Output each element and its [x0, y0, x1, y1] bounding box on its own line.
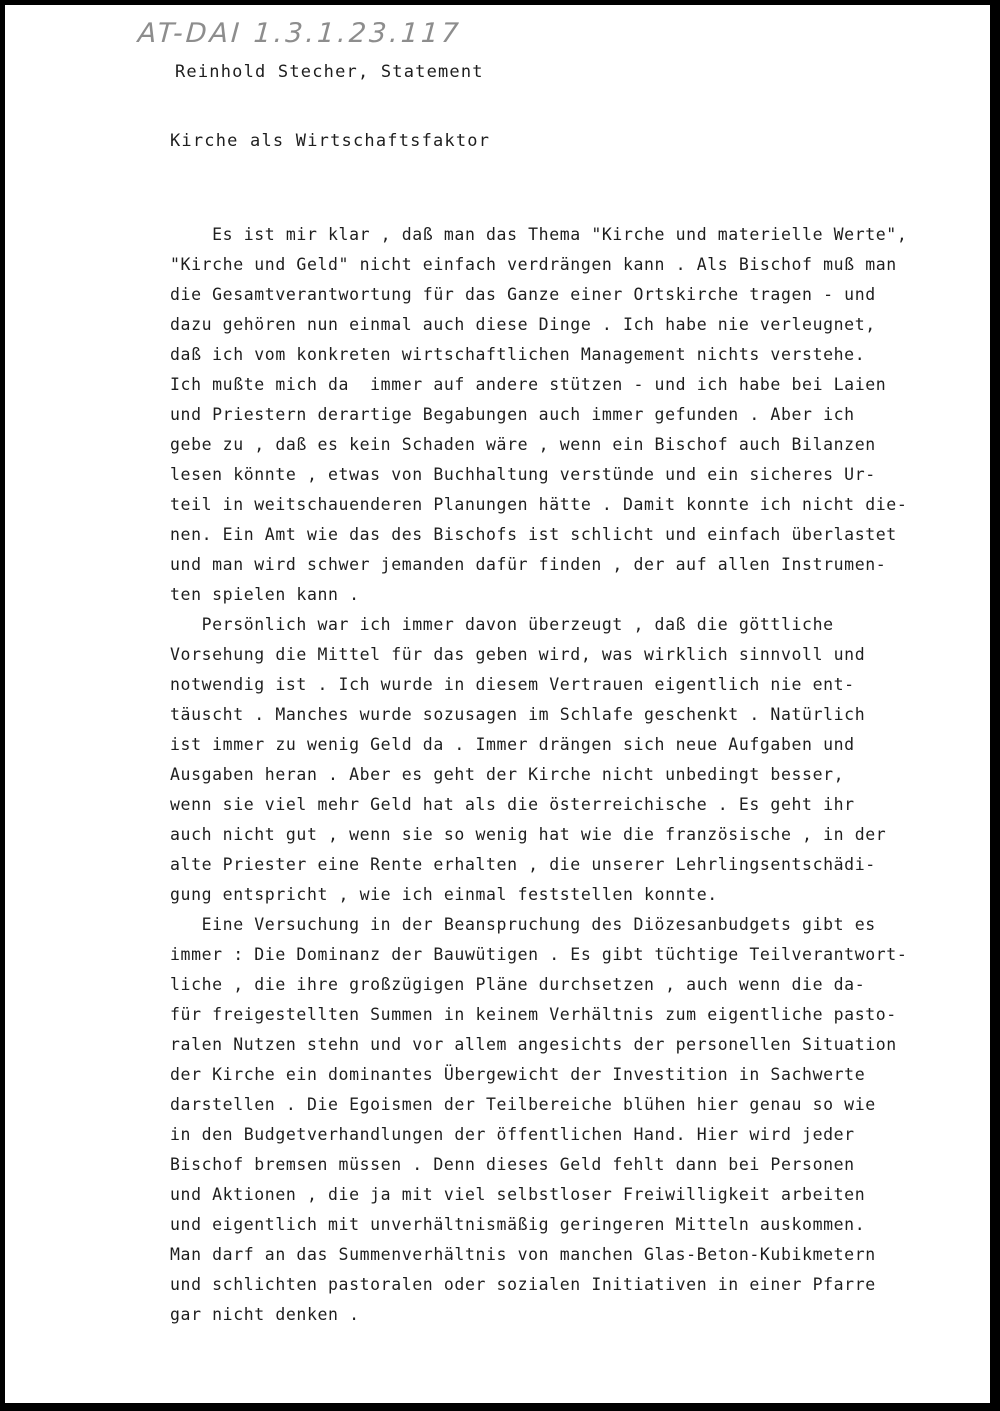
text-line: in den Budgetverhandlungen der öffentlichen Hand. Hier wird jeder: [170, 1125, 855, 1144]
text-line: und eigentlich mit unverhältnismäßig geringeren Mitteln auskommen.: [170, 1215, 866, 1234]
text-line: lesen könnte , etwas von Buchhaltung verstünde und ein sicheres Ur-: [170, 465, 876, 484]
text-line: Man darf an das Summenverhältnis von manchen Glas-Beton-Kubikmetern: [170, 1245, 876, 1264]
text-line: Persönlich war ich immer davon überzeugt , daß die göttliche: [170, 615, 834, 634]
text-line: daß ich vom konkreten wirtschaftlichen Management nichts verstehe.: [170, 345, 866, 364]
text-line: teil in weitschauenderen Planungen hätte . Damit konnte ich nicht die-: [170, 495, 908, 514]
text-line: Ich mußte mich da immer auf andere stützen - und ich habe bei Laien: [170, 375, 887, 394]
text-line: liche , die ihre großzügigen Pläne durchsetzen , auch wenn die da-: [170, 975, 866, 994]
text-line: "Kirche und Geld" nicht einfach verdrängen kann . Als Bischof muß man: [170, 255, 897, 274]
text-line: auch nicht gut , wenn sie so wenig hat wie die französische , in der: [170, 825, 887, 844]
body-text: [170, 220, 995, 1330]
text-line: wenn sie viel mehr Geld hat als die österreichische . Es geht ihr: [170, 795, 855, 814]
text-line: und schlichten pastoralen oder sozialen Initiativen in einer Pfarre: [170, 1275, 876, 1294]
text-line: nen. Ein Amt wie das des Bischofs ist schlicht und einfach überlastet: [170, 525, 897, 544]
text-line: und Priestern derartige Begabungen auch immer gefunden . Aber ich: [170, 405, 855, 424]
text-line: Es ist mir klar , daß man das Thema "Kirche und materielle Werte",: [170, 225, 908, 244]
text-line: und Aktionen , die ja mit viel selbstloser Freiwilligkeit arbeiten: [170, 1185, 866, 1204]
text-line: die Gesamtverantwortung für das Ganze einer Ortskirche tragen - und: [170, 285, 876, 304]
text-line: immer : Die Dominanz der Bauwütigen . Es gibt tüchtige Teilverantwort-: [170, 945, 908, 964]
text-line: Eine Versuchung in der Beanspruchung des Diözesanbudgets gibt es: [170, 915, 876, 934]
text-line: ralen Nutzen stehn und vor allem angesichts der personellen Situation: [170, 1035, 897, 1054]
text-line: gung entspricht , wie ich einmal feststellen konnte.: [170, 885, 718, 904]
text-line: Ausgaben heran . Aber es geht der Kirche nicht unbedingt besser,: [170, 765, 845, 784]
text-line: dazu gehören nun einmal auch diese Dinge . Ich habe nie verleugnet,: [170, 315, 876, 334]
text-line: Bischof bremsen müssen . Denn dieses Geld fehlt dann bei Personen: [170, 1155, 855, 1174]
text-line: gar nicht denken .: [170, 1305, 360, 1324]
text-line: darstellen . Die Egoismen der Teilbereiche blühen hier genau so wie: [170, 1095, 876, 1114]
text-line: für freigestellten Summen in keinem Verhältnis zum eigentliche pasto-: [170, 1005, 897, 1024]
text-line: Vorsehung die Mittel für das geben wird, was wirklich sinnvoll und: [170, 645, 866, 664]
text-line: gebe zu , daß es kein Schaden wäre , wenn ein Bischof auch Bilanzen: [170, 435, 876, 454]
text-line: und man wird schwer jemanden dafür finden , der auf allen Instrumen-: [170, 555, 887, 574]
text-line: ten spielen kann .: [170, 585, 360, 604]
text-line: ist immer zu wenig Geld da . Immer drängen sich neue Aufgaben und: [170, 735, 855, 754]
archive-reference: AT-DAI 1.3.1.23.117: [136, 18, 463, 49]
author-line: Reinhold Stecher, Statement: [175, 62, 484, 82]
text-line: notwendig ist . Ich wurde in diesem Vertrauen eigentlich nie ent-: [170, 675, 855, 694]
text-line: täuscht . Manches wurde sozusagen im Schlafe geschenkt . Natürlich: [170, 705, 866, 724]
document-title: Kirche als Wirtschaftsfaktor: [170, 131, 491, 151]
text-line: alte Priester eine Rente erhalten , die unserer Lehrlingsentschädi-: [170, 855, 876, 874]
text-line: der Kirche ein dominantes Übergewicht der Investition in Sachwerte: [170, 1065, 866, 1084]
